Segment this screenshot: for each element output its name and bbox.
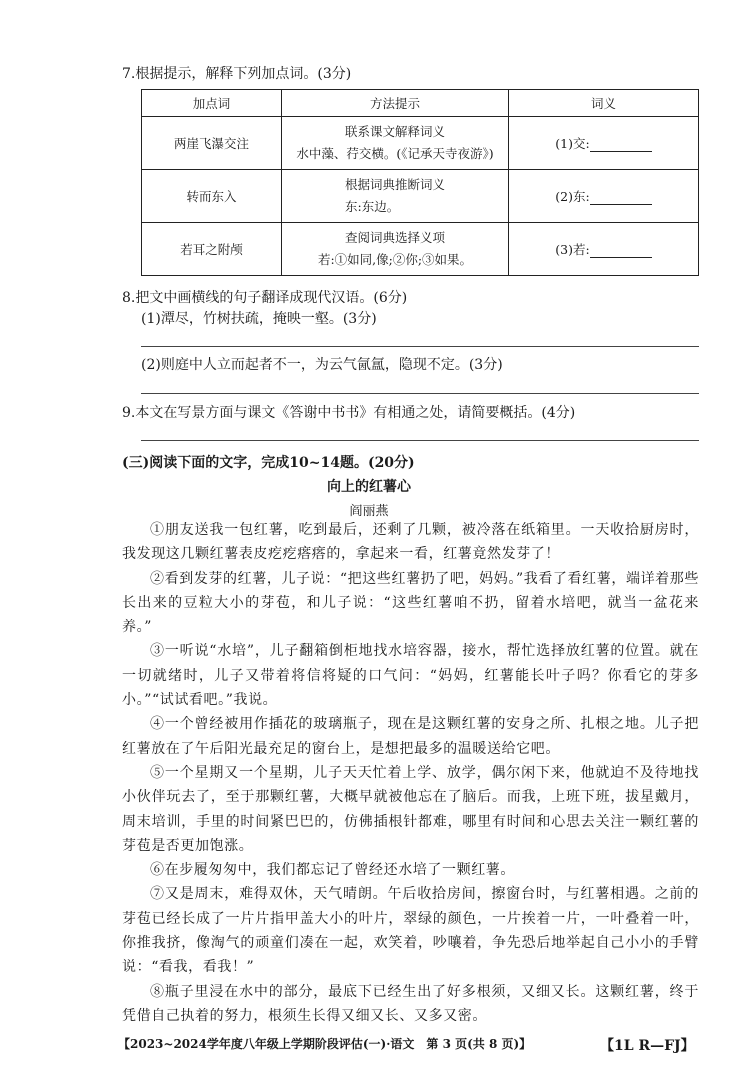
paragraph: ⑥在步履匆匆中，我们都忘记了曾经还水培了一颗红薯。 — [150, 862, 515, 879]
article-title: 向上的红薯心 — [327, 479, 411, 495]
table-cell-hint: 联系课文解释词义 水中藻、荇交横。(《记承天寺夜游》) — [282, 117, 509, 170]
table-row — [142, 223, 699, 276]
word-explanation-table — [141, 89, 699, 276]
article-author: 阎丽燕 — [349, 504, 389, 519]
table-cell-answer: (3)若: — [509, 223, 699, 276]
table-cell-answer: (2)东: — [509, 170, 699, 223]
answer-line[interactable] — [141, 346, 699, 347]
paragraph: ③一听说“水培”，儿子翻箱倒柜地找水培容器，接水，帮忙选择放红薯的位置。就在一切就绪时，儿子又带着将信将疑的口气问：“妈妈，红薯能长叶子吗？你看它的芽多小。”“试试看吧。”我说。 — [122, 643, 699, 709]
paragraph: ①朋友送我一包红薯，吃到最后，还剩了几颗，被冷落在纸箱里。一天收拾厨房时，我发现这几颗红薯表皮疙疙瘩瘩的，拿起来一看，红薯竟然发芽了！ — [122, 522, 699, 563]
article-body — [122, 518, 699, 1028]
paragraph: ⑤一个星期又一个星期，儿子天天忙着上学、放学，偶尔闲下来，他就迫不及待地找小伙伴玩去了，至于那颗红薯，大概早就被他忘在了脑后。而我，上班下班，拔星戴月，周末培训，手里的时间紧巴巴的，仿佛插根针都难，哪里有时间和心思去关注一颗红薯的芽苞是否更加饱涨。 — [122, 764, 699, 854]
answer-blank[interactable] — [590, 245, 652, 258]
question-8-stem: 8.把文中画横线的句子翻译成现代汉语。(6分) — [122, 290, 408, 306]
question-8-sentence-2: (2)则庭中人立而起者不一，为云气氤氲，隐现不定。(3分) — [141, 357, 503, 373]
answer-blank[interactable] — [590, 192, 652, 205]
table-row — [142, 117, 699, 170]
page-footer: 【2023~2024学年度八年级上学期阶段评估(一)·语文 第 3 页(共 8 页)】 — [118, 1037, 532, 1051]
table-cell-word: 若耳之附颅 — [142, 223, 282, 276]
table-cell-word: 转而东入 — [142, 170, 282, 223]
table-cell-hint: 查阅词典选择义项 若:①如同,像;②你;③如果。 — [282, 223, 509, 276]
paragraph: ⑦又是周末，难得双休，天气晴朗。午后收拾房间，擦窗台时，与红薯相遇。之前的芽苞已经长成了一片片指甲盖大小的叶片，翠绿的颜色，一片挨着一片，一叶叠着一叶，你推我挤，像淘气的顽童们凑在一起，欢笑着，吵嚷着，争先恐后地举起自己小小的手臂说：“看我，看我！” — [122, 886, 699, 976]
question-7-stem: 7.根据提示，解释下列加点词。(3分) — [122, 66, 352, 82]
table-header-meaning: 词义 — [509, 90, 699, 117]
table-cell-hint: 根据词典推断词义 东:东边。 — [282, 170, 509, 223]
paragraph: ⑧瓶子里浸在水中的部分，最底下已经生出了好多根须，又细又长。这颗红薯，终于凭借自己执着的努力，根须生长得又细又长、又多又密。 — [122, 983, 699, 1024]
paragraph: ②看到发芽的红薯，儿子说：“把这些红薯扔了吧，妈妈。”我看了看红薯，端详着那些长出来的豆粒大小的芽苞，和儿子说：“这些红薯咱不扔，留着水培吧，就当一盆花来养。” — [122, 570, 699, 636]
table-header-hint: 方法提示 — [282, 90, 509, 117]
paragraph: ④一个曾经被用作插花的玻璃瓶子，现在是这颗红薯的安身之所、扎根之地。儿子把红薯放在了午后阳光最充足的窗台上，是想把最多的温暖送给它吧。 — [122, 716, 699, 757]
question-8-sentence-1: (1)潭尽，竹树扶疏，掩映一壑。(3分) — [141, 311, 377, 327]
question-9-stem: 9.本文在写景方面与课文《答谢中书书》有相通之处，请简要概括。(4分) — [122, 405, 576, 421]
answer-blank[interactable] — [590, 139, 652, 152]
paper-code: 【1L R—FJ】 — [600, 1038, 695, 1054]
table-row — [142, 170, 699, 223]
section-heading: (三)阅读下面的文字，完成10~14题。(20分) — [122, 455, 415, 471]
table-cell-word: 两崖飞瀑交注 — [142, 117, 282, 170]
table-cell-answer: (1)交: — [509, 117, 699, 170]
answer-line[interactable] — [141, 393, 699, 394]
answer-line[interactable] — [141, 440, 699, 441]
table-header-word: 加点词 — [142, 90, 282, 117]
